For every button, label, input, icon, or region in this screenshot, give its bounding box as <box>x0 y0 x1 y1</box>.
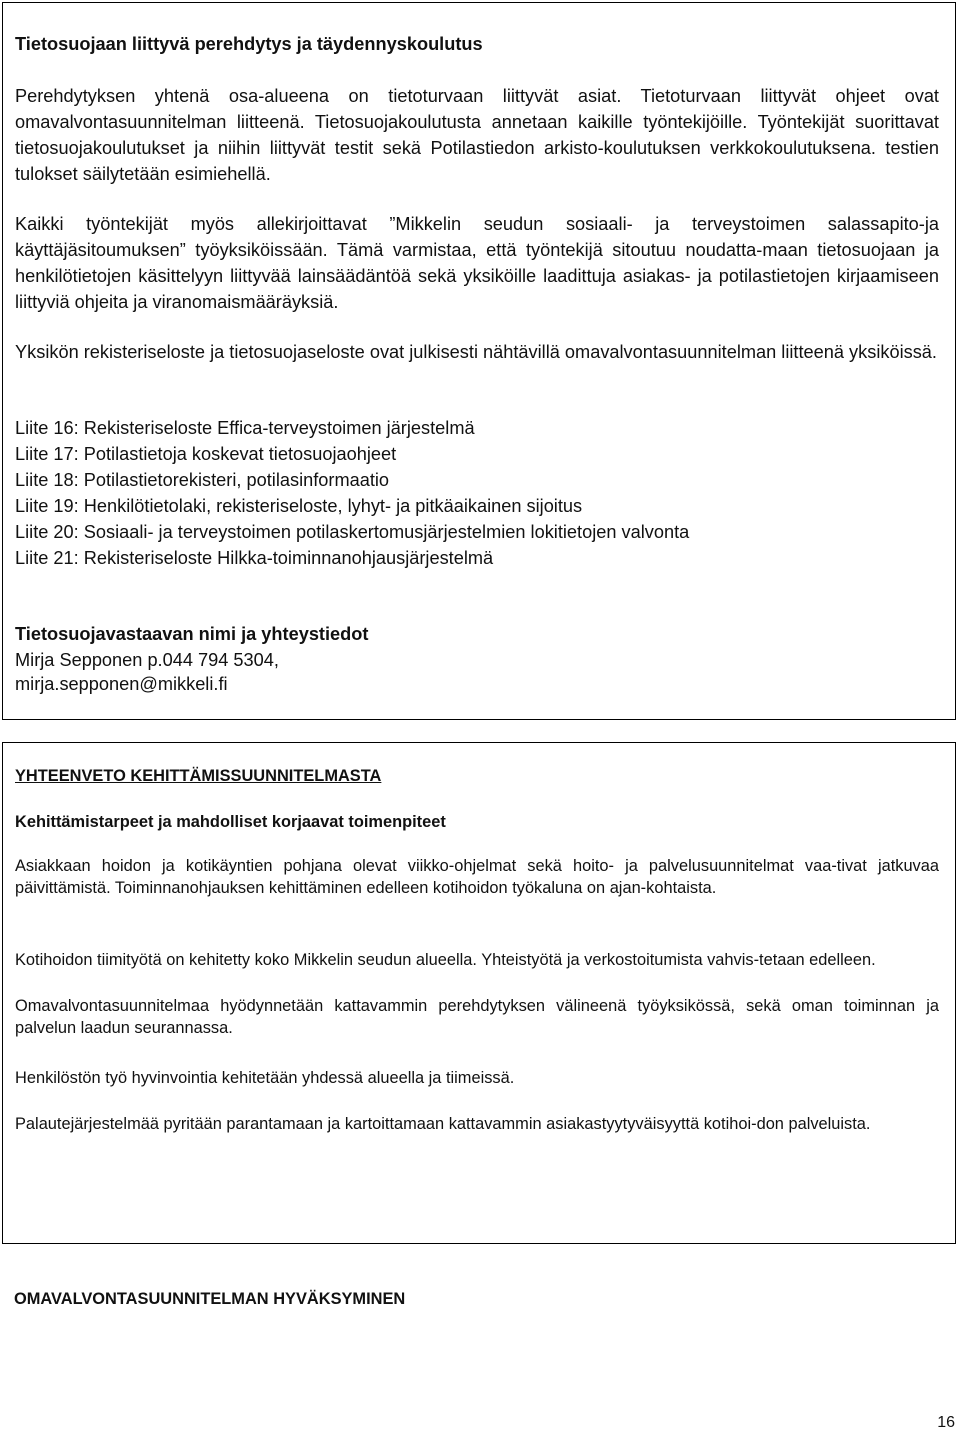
paragraph-allekirjoitus: Kaikki työntekijät myös allekirjoittavat ”Mikkelin seudun sosiaali- ja terveystoimen salassapito-ja käyttäjäsitoumuksen” työyksiköissään. Tämä varmistaa, että työntekijä sitoutuu noudatta-maan tietosuojaan ja henkilötietojen käsittelyyn liittyvää lainsäädäntöä sekä yksiköille laadittuja asiakas- ja potilastietojen kirjaamiseen liittyviä ohjeita ja viranomaismääräyksiä. <box>15 214 939 312</box>
contact-email: mirja.sepponen@mikkeli.fi <box>15 674 228 694</box>
list-item: Liite 18: Potilastietorekisteri, potilasinformaatio <box>15 470 390 490</box>
liitteet-list <box>15 415 689 571</box>
contact-phone: Mirja Sepponen p.044 794 5304, <box>15 650 279 670</box>
paragraph-rekisteriseloste: Yksikön rekisteriseloste ja tietosuojaseloste ovat julkisesti nähtävillä omavalvontasuunnitelman liitteenä yksiköissä. <box>15 342 937 362</box>
kehittamissuunnitelma-section <box>2 742 956 1244</box>
paragraph-perehdytys: Perehdytyksen yhtenä osa-alueena on tietoturvaan liittyvät asiat. Tietoturvaan liittyvät ohjeet ovat omavalvontasuunnitelman liitteenä. Tietosuojakoulutusta annetaan kaikille työntekijöille. Työntekijät suorittavat tietosuojakoulutukset ja niihin liittyvät testit sekä Potilastiedon arkisto-koulutuksen verkkokoulutuksena. testien tulokset säilytetään esimiehellä. <box>15 86 939 184</box>
list-item: Liite 19: Henkilötietolaki, rekisteriseloste, lyhyt- ja pitkäaikainen sijoitus <box>15 496 583 516</box>
contact-title: Tietosuojavastaavan nimi ja yhteystiedot <box>15 624 369 644</box>
section-subheading: Kehittämistarpeet ja mahdolliset korjaavat toimenpiteet <box>15 813 446 831</box>
page-number: 16 <box>937 1414 955 1431</box>
paragraph-hyvinvointi: Henkilöstön työ hyvinvointia kehitetään yhdessä alueella ja tiimeissä. <box>15 1069 515 1087</box>
list-item: Liite 17: Potilastietoja koskevat tietosuojaohjeet <box>15 444 397 464</box>
tietosuoja-section <box>2 2 956 720</box>
approval-heading: OMAVALVONTASUUNNITELMAN HYVÄKSYMINEN <box>14 1290 406 1308</box>
paragraph-tiimityo: Kotihoidon tiimityötä on kehitetty koko Mikkelin seudun alueella. Yhteistyötä ja verkostoitumista vahvis-tetaan edelleen. <box>15 951 876 969</box>
section-title: Tietosuojaan liittyvä perehdytys ja täydennyskoulutus <box>15 34 483 54</box>
paragraph-viikko-ohjelmat: Asiakkaan hoidon ja kotikäyntien pohjana olevat viikko-ohjelmat sekä hoito- ja palvelusuunnitelmat vaa-tivat jatkuvaa päivittämistä. Toiminnanohjauksen kehittäminen edelleen kotihoidon työkaluna on ajan-kohtaista. <box>15 857 939 897</box>
list-item: Liite 20: Sosiaali- ja terveystoimen potilaskertomusjärjestelmien lokitietojen valvonta <box>15 522 690 542</box>
paragraph-omavalvonta: Omavalvontasuunnitelmaa hyödynnetään kattavammin perehdytyksen välineenä työyksikössä, sekä oman toiminnan ja palvelun laadun seurannassa. <box>15 997 939 1037</box>
paragraph-palaute: Palautejärjestelmää pyritään parantamaan ja kartoittamaan kattavammin asiakastyytyväisyyttä kotihoi-don palveluista. <box>15 1115 871 1133</box>
section-heading: YHTEENVETO KEHITTÄMISSUUNNITELMASTA <box>15 767 382 785</box>
list-item: Liite 21: Rekisteriseloste Hilkka-toiminnanohjausjärjestelmä <box>15 548 494 568</box>
list-item: Liite 16: Rekisteriseloste Effica-terveystoimen järjestelmä <box>15 418 475 438</box>
